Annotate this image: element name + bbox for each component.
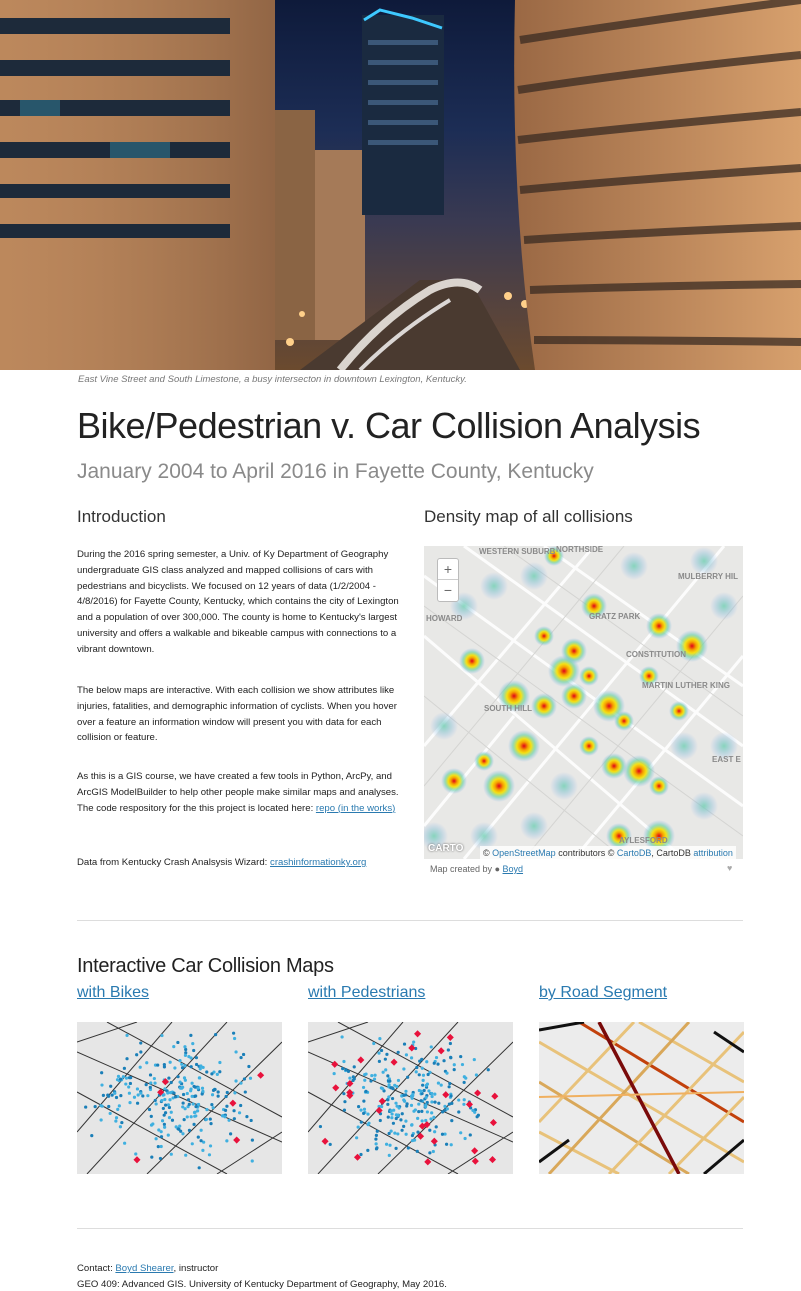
density-heatmap [424,546,743,859]
heat-spot [690,792,718,820]
map-attribution [480,846,736,860]
road-segment-map-thumbnail[interactable] [539,1022,744,1174]
data-source-text: Data from Kentucky Crash Analsysis Wizard: [77,857,271,868]
heat-spot [646,613,672,639]
footer-course: GEO 409: Advanced GIS. University of Kentucky Department of Geography, May 2016. [77,1279,447,1290]
pedestrians-map-image [308,1022,513,1174]
footer-divider [77,1228,743,1229]
map-label-aylesford: AYLESFORD [619,836,668,845]
intro-paragraph-3 [77,769,402,816]
pedestrians-map-thumbnail[interactable] [308,1022,513,1174]
heat-spot [690,547,718,575]
intro-paragraph-3-text: As this is a GIS course, we have created a few tools in Python, ArcPy, and ArcGIS ModelBuilder to help other people make similar maps and analyses. The code respository for the this project is located here: [77,771,399,814]
heat-spot [520,562,548,590]
density-map-heading: Density map of all collisions [424,507,633,526]
heat-spot [480,572,508,600]
carto-logo: CARTO [428,843,464,854]
section-divider [77,920,743,921]
heat-spot [441,768,467,794]
density-map[interactable] [424,546,743,859]
map-label-northside: NORTHSIDE [556,546,604,554]
road-segment-map-image [539,1022,744,1174]
map-label-mulberry: MULBERRY HIL [678,572,738,581]
map-label-mlk: MARTIN LUTHER KING [642,681,730,690]
map-credit [430,864,523,874]
attrib-mid: contributors © [555,848,617,858]
crashinformation-link[interactable]: crashinformationky.org [270,857,367,868]
heat-spot [531,693,557,719]
footer-contact-suffix: , instructor [173,1263,219,1274]
hero-photo-illustration [0,0,801,370]
heat-spot [669,701,689,721]
heat-spot [710,592,738,620]
contact-name-link[interactable]: Boyd Shearer [115,1263,174,1274]
road-segment-map-link[interactable]: by Road Segment [539,984,668,1001]
hero-caption: East Vine Street and South Limestone, a busy intersecton in downtown Lexington, Kentucky. [78,374,467,385]
heat-spot [474,751,494,771]
heat-spot [579,736,599,756]
cartodb-link[interactable]: CartoDB [616,848,652,858]
heat-spot [459,648,485,674]
heat-spot [508,730,540,762]
page-subtitle: January 2004 to April 2016 in Fayette County, Kentucky [77,460,594,483]
map-label-howard: HOWARD [426,614,463,623]
heat-spot [620,552,648,580]
heat-spot [561,683,587,709]
interactive-maps-heading: Interactive Car Collision Maps [77,955,334,977]
map-credit-prefix: Map created by [430,864,493,874]
heat-spot [534,626,554,646]
intro-paragraph-1: During the 2016 spring semester, a Univ. of Ky Department of Geography undergraduate GIS class analyzed and mapped collisions of cars with pedestrians and bicyclists. We focused on 12 years of data (1/2/2004 - 4/8/2016) for Fayette County, Kentucky, which contains the city of Lexington and a population of over 300,000. The county is home to Kentucky's largest university and offers a walkable and bikeable campus with connections to a vibrant downtown. [77,549,399,655]
map-label-gratz-park: GRATZ PARK [589,612,641,621]
map-label-south-hill: SOUTH HILL [484,704,532,713]
bikes-map-thumbnail[interactable] [77,1022,282,1174]
heat-spot [601,753,627,779]
map-author-link[interactable]: Boyd [502,864,524,874]
heat-spot [550,772,578,800]
heat-spot [430,712,458,740]
openstreetmap-link[interactable]: OpenStreetMap [492,848,556,858]
repo-link[interactable]: repo (in the works) [315,802,396,814]
pedestrians-map-link[interactable]: with Pedestrians [308,984,426,1001]
heat-spot [548,655,580,687]
bikes-map-image [77,1022,282,1174]
map-label-east-end: EAST E [712,755,741,764]
footer-contact [77,1263,218,1274]
heat-spot [649,776,669,796]
zoom-out-button[interactable]: − [443,582,453,598]
map-zoom-control [437,558,459,602]
footer-contact-prefix: Contact: [77,1263,116,1274]
heat-spot [579,666,599,686]
heat-spot [520,812,548,840]
data-source-line [77,855,402,871]
map-label-constitution: CONSTITUTION [626,650,686,659]
attrib-mid2: , CartoDB [651,848,694,858]
map-label-western: WESTERN SUBURB [479,547,556,556]
hero-image [0,0,801,370]
introduction-heading: Introduction [77,507,166,526]
heat-spot [483,770,515,802]
bikes-map-link[interactable]: with Bikes [77,984,150,1001]
attribution-link[interactable]: attribution [693,848,733,858]
attrib-prefix: © [483,848,493,858]
page-title: Bike/Pedestrian v. Car Collision Analysis [77,405,701,446]
zoom-in-button[interactable]: + [438,559,458,580]
heat-spot [614,711,634,731]
intro-paragraph-2: The below maps are interactive. With each collision we show attributes like injuries, fatalities, and demographic information of cyclists. When you hover over a feature an information window will present you with data for each collision or feature. [77,685,397,744]
user-avatar-icon: ● [494,864,500,874]
heart-icon[interactable]: ♥ [727,863,733,873]
heat-spot [670,732,698,760]
